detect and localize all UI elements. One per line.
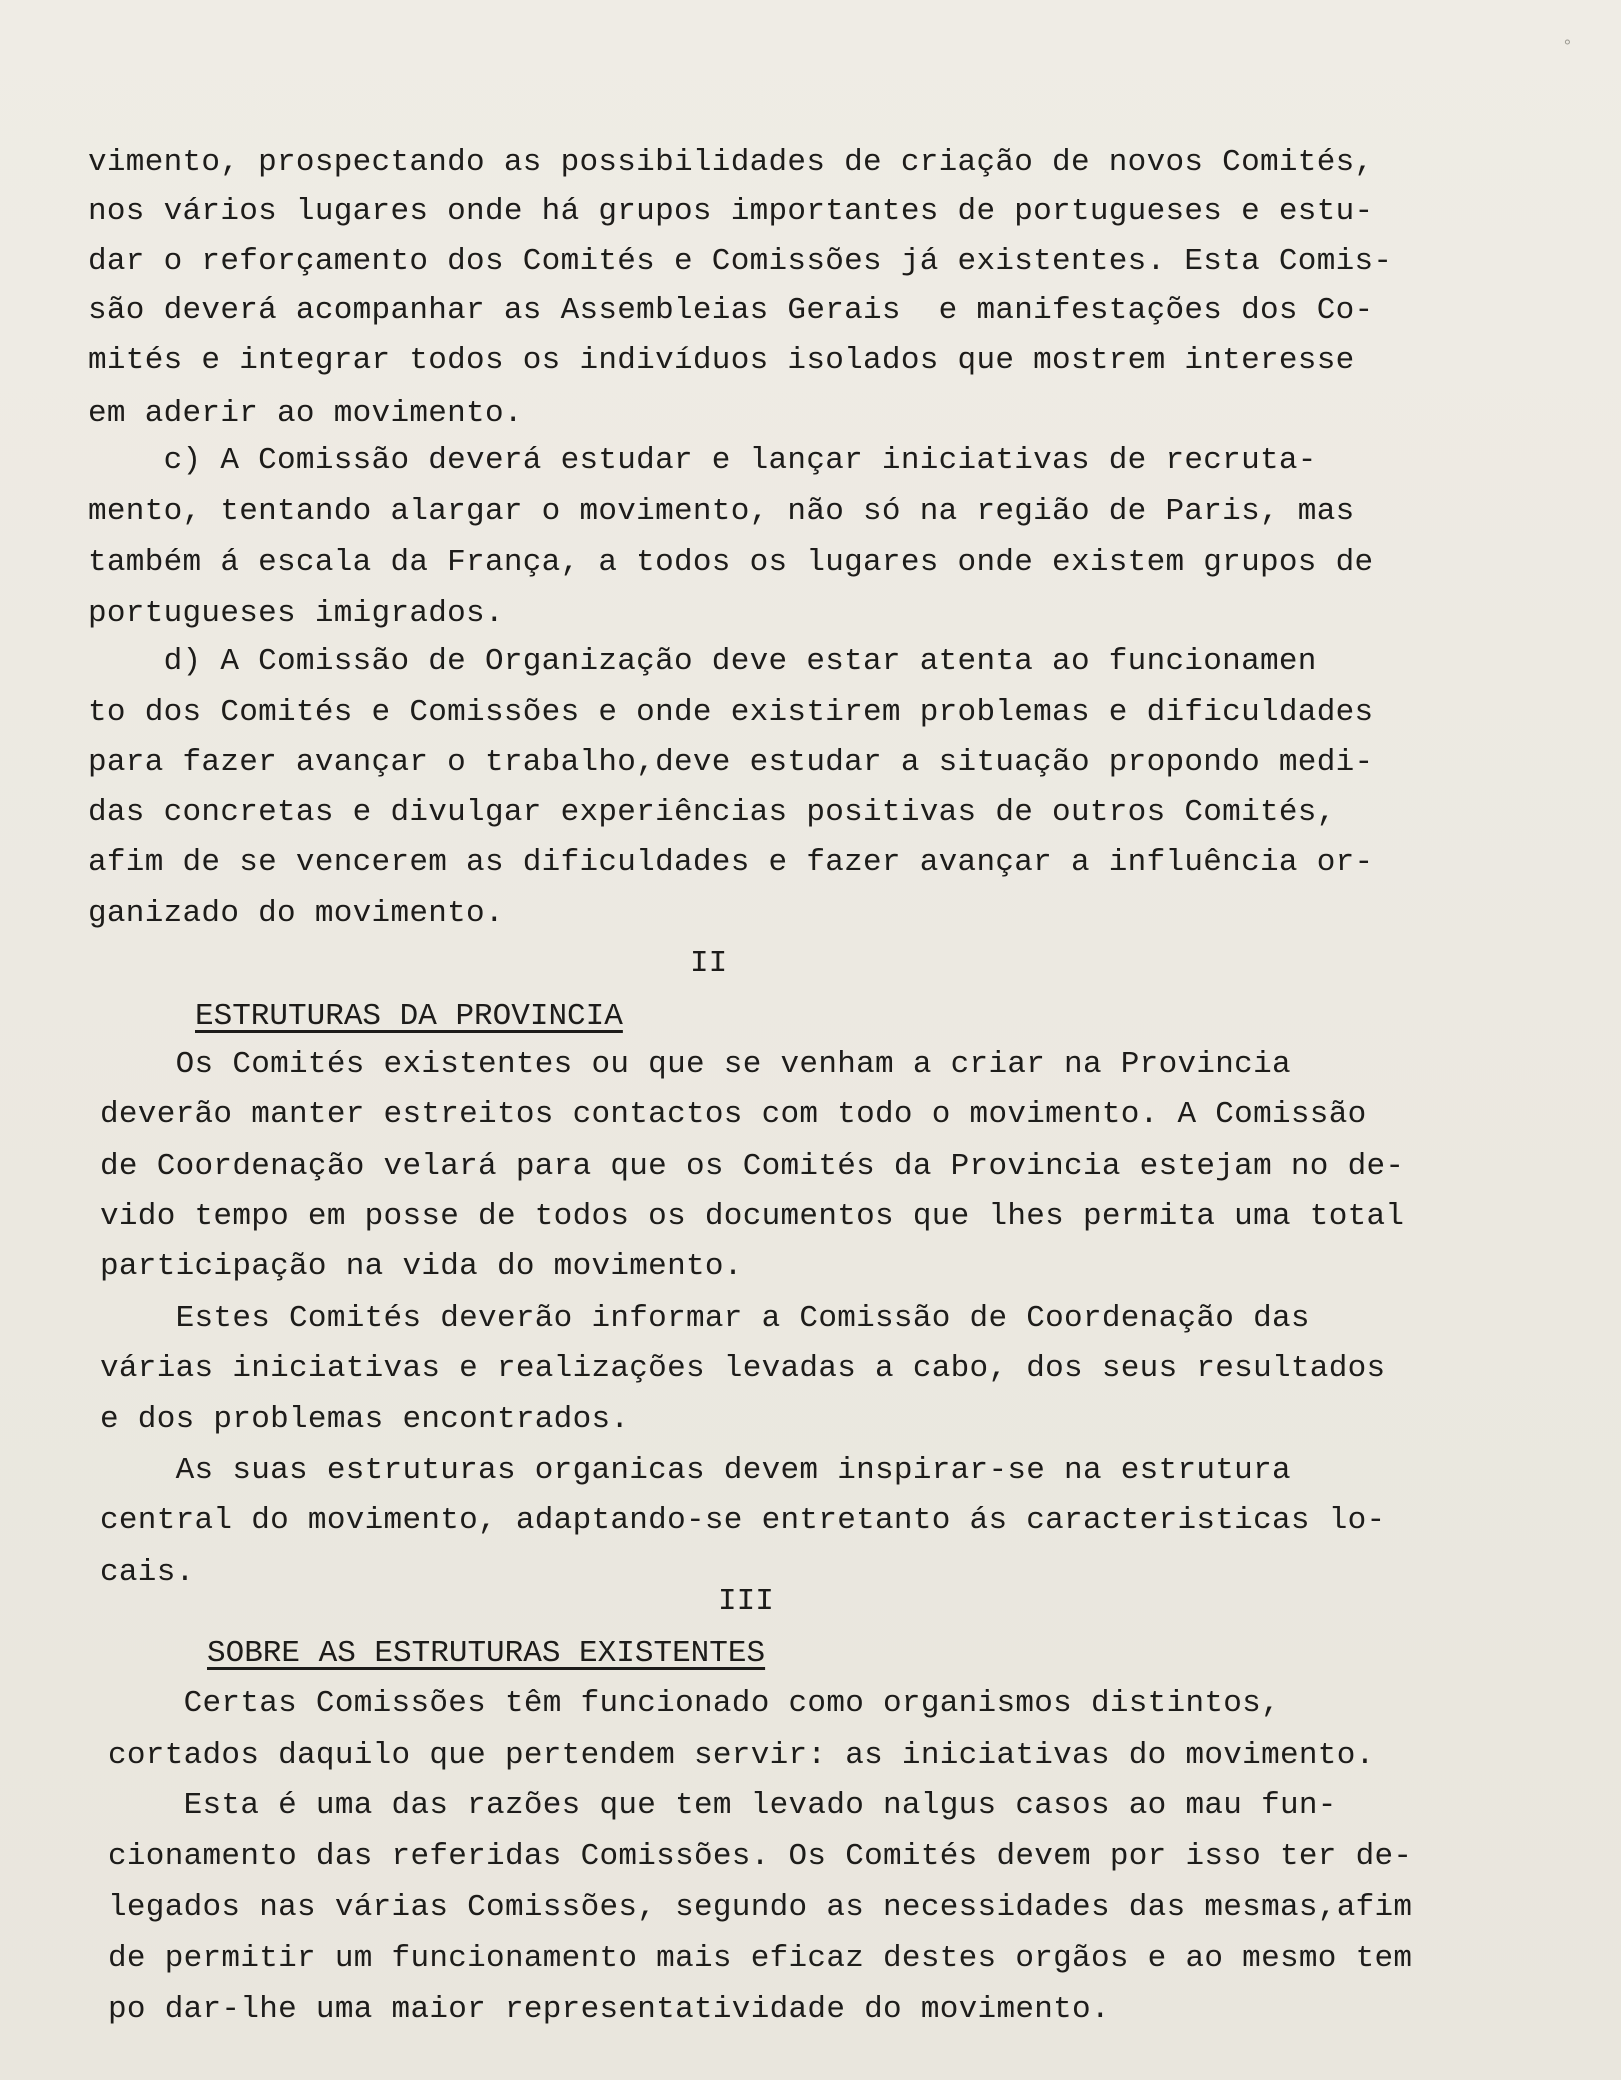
text-line: vimento, prospectando as possibilidades de criação de novos Comités, — [88, 145, 1374, 180]
text-line: deverão manter estreitos contactos com todo o movimento. A Comissão — [100, 1097, 1367, 1132]
text-line: cortados daquilo que pertendem servir: as iniciativas do movimento. — [108, 1738, 1375, 1773]
text-line: cais. — [100, 1555, 195, 1590]
text-line: participação na vida do movimento. — [100, 1249, 743, 1284]
text-line: afim de se vencerem as dificuldades e fazer avançar a influência or- — [88, 845, 1374, 880]
text-line: de permitir um funcionamento mais eficaz destes orgãos e ao mesmo tem — [108, 1941, 1413, 1976]
text-line: c) A Comissão deverá estudar e lançar iniciativas de recruta- — [88, 443, 1317, 478]
corner-mark: ° — [1562, 38, 1573, 58]
text-line: mento, tentando alargar o movimento, não só na região de Paris, mas — [88, 494, 1355, 529]
section-2-heading: ESTRUTURAS DA PROVINCIA — [195, 999, 623, 1034]
text-line: central do movimento, adaptando-se entretanto ás caracteristicas lo- — [100, 1503, 1386, 1538]
text-line: Estes Comités deverão informar a Comissão de Coordenação das — [100, 1301, 1310, 1336]
text-line: também á escala da França, a todos os lugares onde existem grupos de — [88, 545, 1374, 580]
text-line: várias iniciativas e realizações levadas a cabo, dos seus resultados — [100, 1351, 1386, 1386]
text-line: cionamento das referidas Comissões. Os Comités devem por isso ter de- — [108, 1839, 1413, 1874]
text-line: e dos problemas encontrados. — [100, 1402, 630, 1437]
text-line: vido tempo em posse de todos os documentos que lhes permita uma total — [100, 1199, 1405, 1234]
text-line: to dos Comités e Comissões e onde existirem problemas e dificuldades — [88, 695, 1374, 730]
text-line: Os Comités existentes ou que se venham a criar na Provincia — [100, 1047, 1291, 1082]
text-line: ganizado do movimento. — [88, 896, 504, 931]
text-line: Certas Comissões têm funcionado como organismos distintos, — [108, 1686, 1280, 1721]
text-line: em aderir ao movimento. — [88, 396, 523, 431]
text-line: As suas estruturas organicas devem inspirar-se na estrutura — [100, 1453, 1291, 1488]
text-line: d) A Comissão de Organização deve estar atenta ao funcionamen — [88, 644, 1317, 679]
text-line: das concretas e divulgar experiências positivas de outros Comités, — [88, 795, 1336, 830]
text-line: nos vários lugares onde há grupos importantes de portugueses e estu- — [88, 194, 1374, 229]
text-line: po dar-lhe uma maior representatividade do movimento. — [108, 1992, 1110, 2027]
text-line: dar o reforçamento dos Comités e Comissões já existentes. Esta Comis- — [88, 244, 1393, 279]
text-line: portugueses imigrados. — [88, 596, 504, 631]
text-line: de Coordenação velará para que os Comités da Provincia estejam no de- — [100, 1149, 1405, 1184]
text-line: para fazer avançar o trabalho,deve estudar a situação propondo medi- — [88, 745, 1374, 780]
section-3-number: III — [718, 1584, 774, 1619]
section-2-number: II — [690, 946, 728, 981]
section-3-heading: SOBRE AS ESTRUTURAS EXISTENTES — [207, 1636, 766, 1671]
text-line: mités e integrar todos os indivíduos isolados que mostrem interesse — [88, 343, 1355, 378]
text-line: legados nas várias Comissões, segundo as necessidades das mesmas,afim — [108, 1890, 1413, 1925]
text-line: são deverá acompanhar as Assembleias Gerais e manifestações dos Co- — [88, 293, 1374, 328]
text-line: Esta é uma das razões que tem levado nalgus casos ao mau fun- — [108, 1788, 1337, 1823]
